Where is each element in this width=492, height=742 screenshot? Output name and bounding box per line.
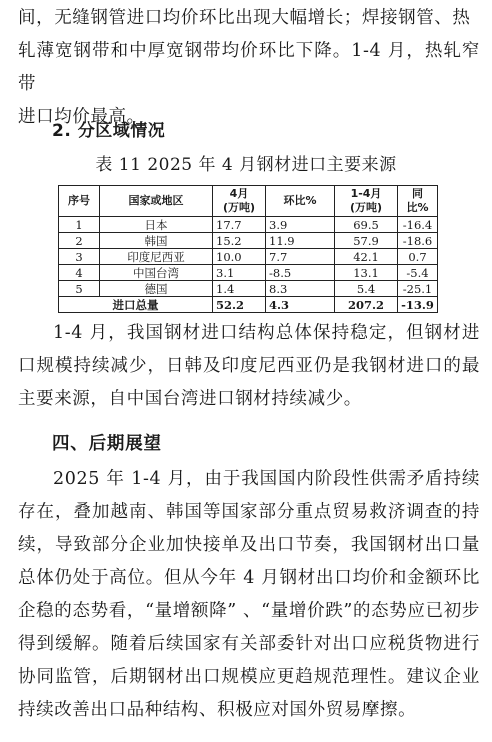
header-april-line2: (万吨) (222, 201, 256, 214)
text-line: 部分企业加快接单及出口节奏，我国钢材出口量总体仍处于 (18, 535, 480, 588)
cell-april: 15.2 (213, 233, 266, 249)
cell-no: 2 (59, 233, 100, 249)
table-row (59, 265, 438, 281)
cell-yoy: -25.1 (398, 281, 438, 297)
cell-total-yoy: -13.9 (398, 297, 438, 313)
cell-april: 10.0 (213, 249, 266, 265)
text-line: 进口均价最高。 (18, 107, 145, 127)
header-yoy: 同比% (398, 186, 438, 217)
cell-yoy: -16.4 (398, 217, 438, 233)
cell-april: 3.1 (213, 265, 266, 281)
cell-jan-apr: 42.1 (335, 249, 398, 265)
table-row (59, 249, 438, 265)
section-4-title: 四、后期展望 (52, 434, 162, 454)
header-no: 序号 (59, 186, 100, 217)
text-line: 轧薄宽钢带和中厚宽钢带均价环比下降。1-4 月，热轧窄带 (18, 41, 480, 94)
steel-import-sources-table (58, 185, 438, 313)
cell-mom: 3.9 (266, 217, 335, 233)
table-row (59, 281, 438, 297)
text-line: 叠加越南、韩国等国家部分重点贸易救济调查的持续，导致 (18, 502, 480, 555)
cell-jan-apr: 57.9 (335, 233, 398, 249)
cell-region: 韩国 (100, 233, 213, 249)
cell-yoy: -5.4 (398, 265, 438, 281)
cell-region: 德国 (100, 281, 213, 297)
table-total-row (59, 297, 438, 313)
cell-no: 1 (59, 217, 100, 233)
header-region: 国家或地区 (100, 186, 213, 217)
text-line: 2025 年 1-4 月，由于我国国内阶段性供需矛盾持续存在， (18, 469, 480, 522)
text-line: 要来源，自中国台湾进口钢材持续减少。 (36, 389, 362, 409)
header-jan-apr (335, 186, 398, 217)
table-caption: 表 11 2025 年 4 月钢材进口主要来源 (95, 155, 397, 175)
text-line: 1-4 月，我国钢材进口结构总体保持稳定，但钢材进口 (18, 323, 480, 376)
cell-region: 中国台湾 (100, 265, 213, 281)
text-line: “量增额降” 、“量增价跌”的态势应已初步得到缓解。随 (18, 601, 480, 654)
cell-yoy: 0.7 (398, 249, 438, 265)
table-row (59, 217, 438, 233)
header-april-line1: 4月 (229, 187, 249, 200)
table-row (59, 233, 438, 249)
cell-april: 1.4 (213, 281, 266, 297)
cell-yoy: -18.6 (398, 233, 438, 249)
cell-jan-apr: 5.4 (335, 281, 398, 297)
paragraph-import-structure (18, 317, 480, 416)
cell-total-april: 52.2 (213, 297, 266, 313)
header-jan-apr-line2: (万吨) (349, 201, 383, 214)
cell-april: 17.7 (213, 217, 266, 233)
header-april (213, 186, 266, 217)
text-line: 高位。但从今年 4 月钢材出口均价和金额环比企稳的态势看， (18, 568, 481, 621)
text-line: 钢材出口规模应更趋规范理性。建议企业持续改善出口品种 (18, 667, 480, 720)
header-mom: 环比% (266, 186, 335, 217)
cell-total-mom: 4.3 (266, 297, 335, 313)
cell-total-label: 进口总量 (59, 297, 213, 313)
cell-mom: 7.7 (266, 249, 335, 265)
cell-no: 3 (59, 249, 100, 265)
paragraph-outlook (18, 463, 480, 727)
text-line: 规模持续减少，日韩及印度尼西亚仍是我钢材进口的最主 (18, 356, 480, 409)
cell-no: 4 (59, 265, 100, 281)
cell-mom: 8.3 (266, 281, 335, 297)
text-line: 着后续国家有关部委针对出口应税货物进行协同监管，后期 (18, 634, 480, 687)
table-header-row (59, 186, 438, 217)
header-jan-apr-line1: 1-4月 (350, 187, 382, 200)
cell-jan-apr: 69.5 (335, 217, 398, 233)
text-line: 间，无缝钢管进口均价环比出现大幅增长；焊接钢管、热 (18, 8, 471, 28)
cell-region: 印度尼西亚 (100, 249, 213, 265)
cell-total-jan-apr: 207.2 (335, 297, 398, 313)
cell-jan-apr: 13.1 (335, 265, 398, 281)
cell-mom: -8.5 (266, 265, 335, 281)
paragraph-import-price (18, 2, 480, 134)
cell-region: 日本 (100, 217, 213, 233)
cell-mom: 11.9 (266, 233, 335, 249)
section-2-title: 2. 分区域情况 (52, 121, 166, 141)
cell-no: 5 (59, 281, 100, 297)
text-line: 结构、积极应对国外贸易摩擦。 (162, 700, 417, 720)
